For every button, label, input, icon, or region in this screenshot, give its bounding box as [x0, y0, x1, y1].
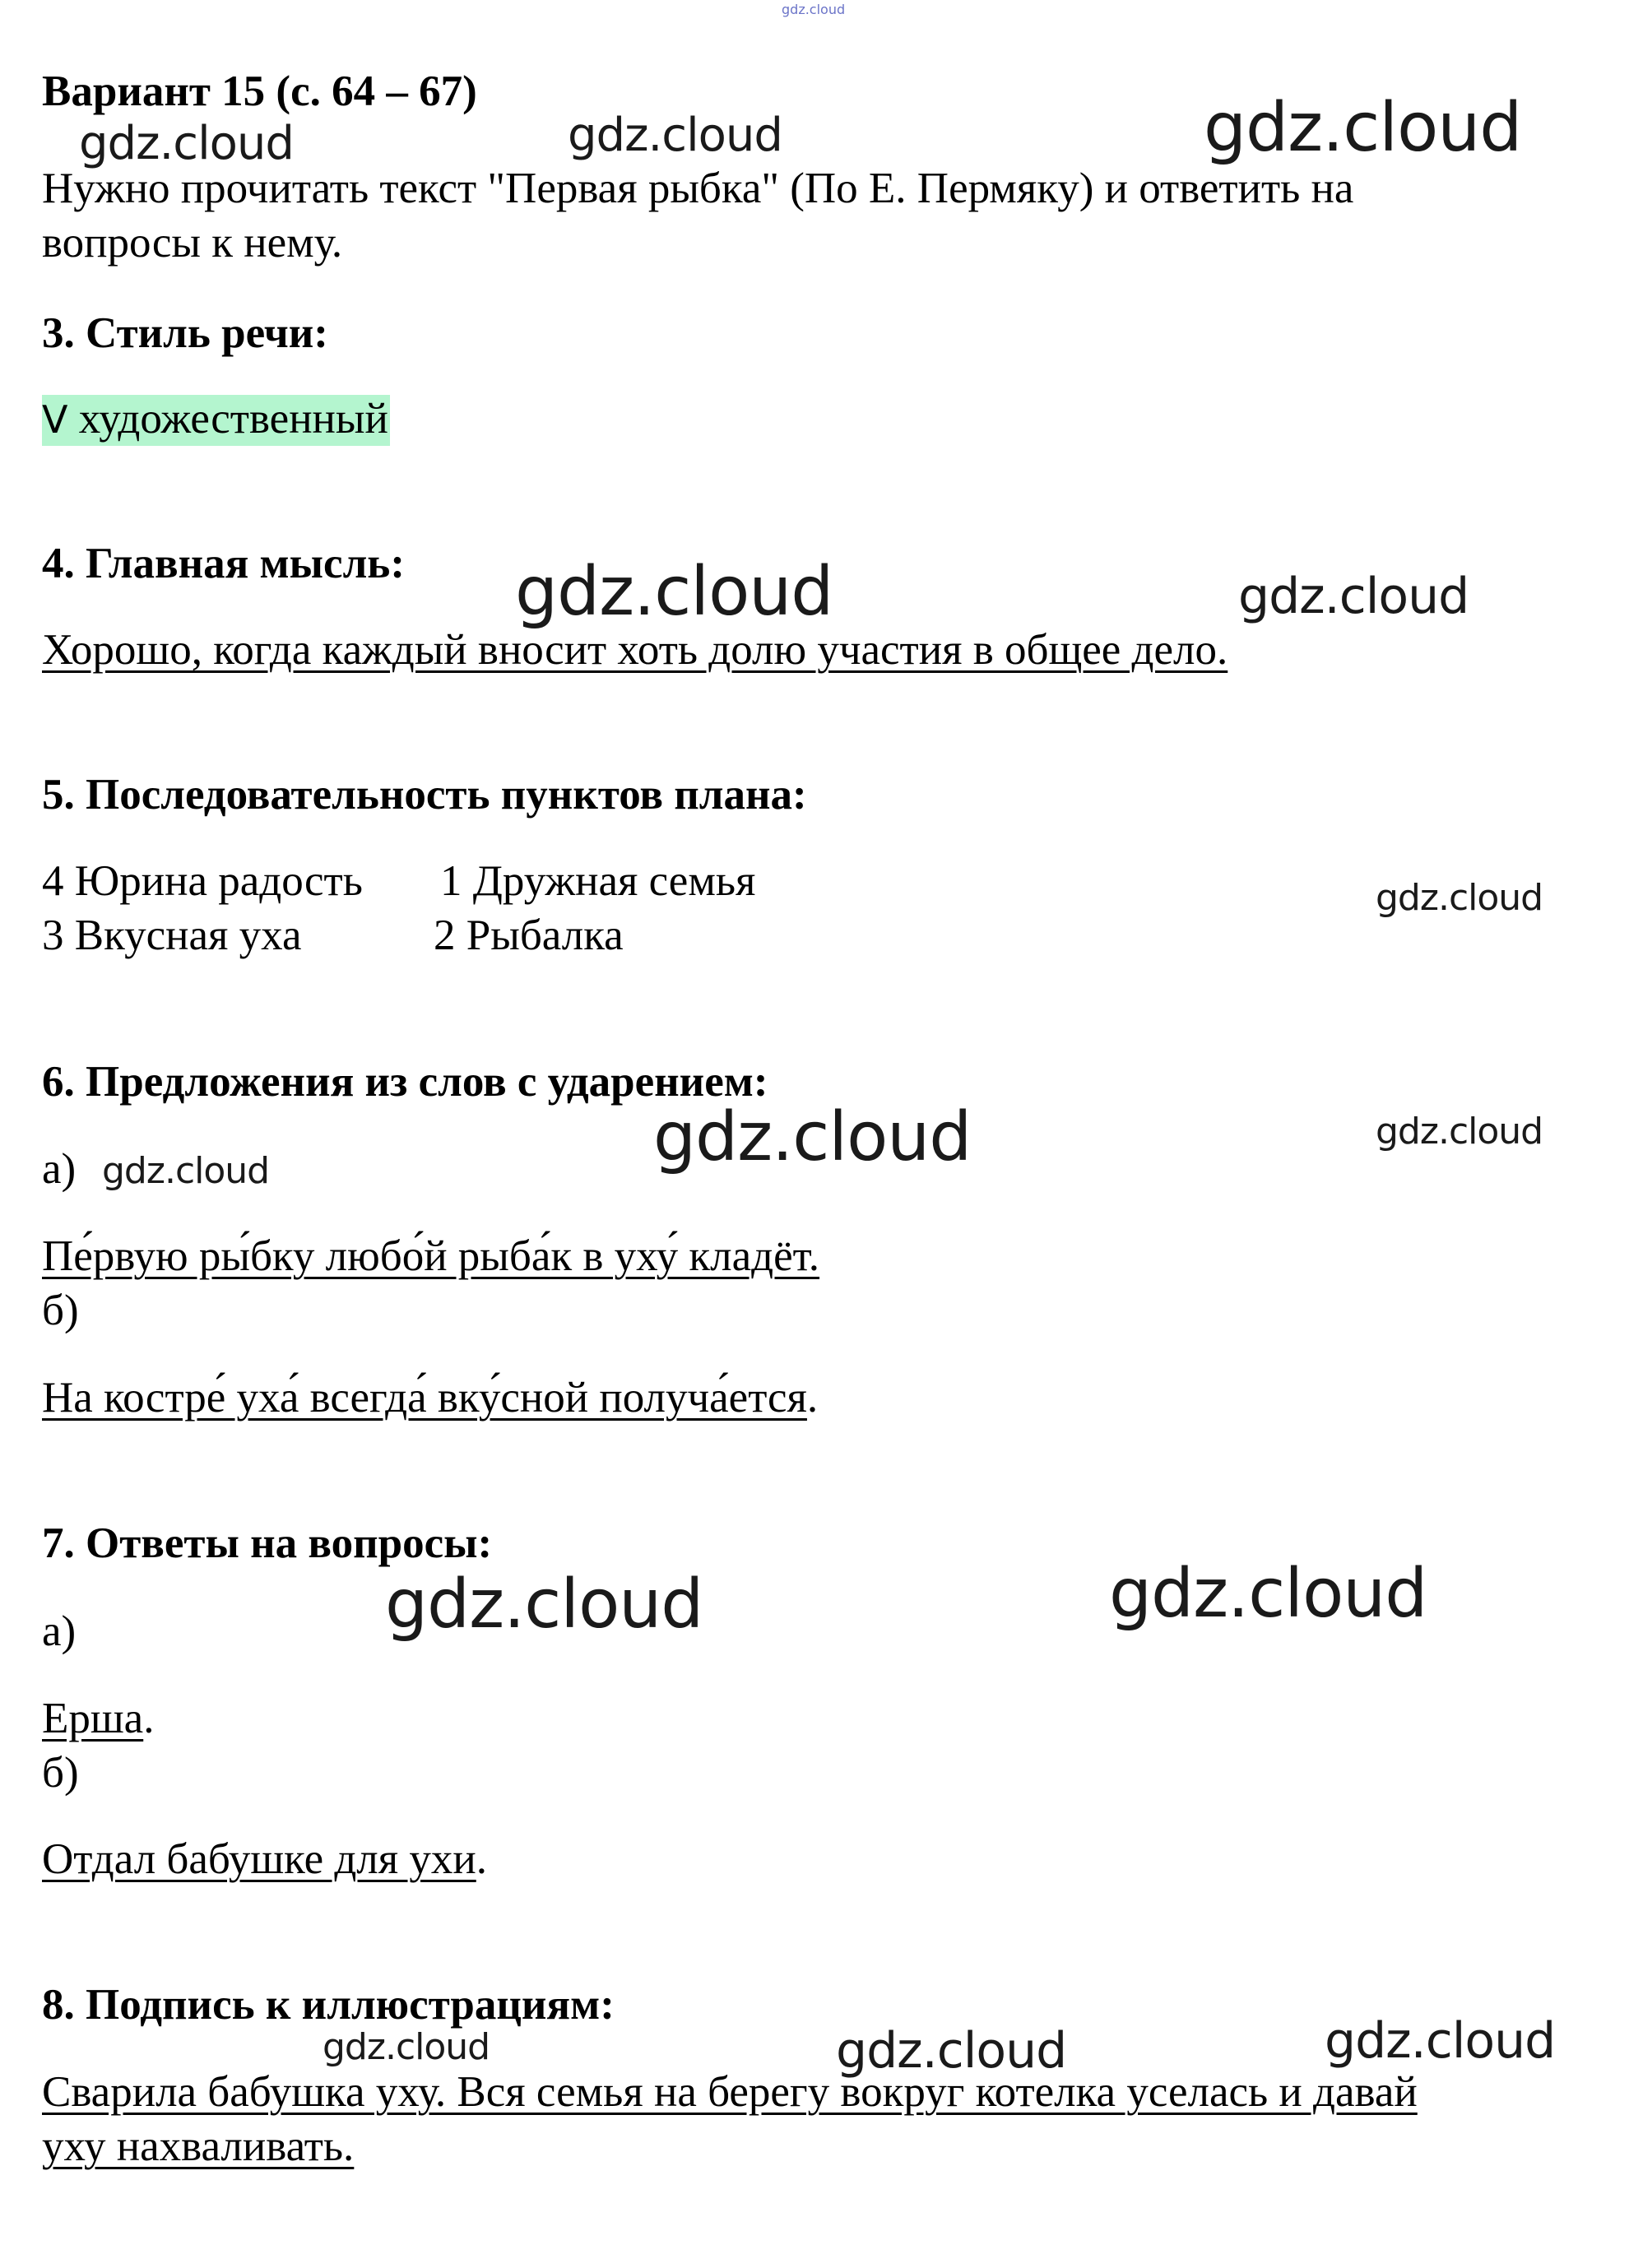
section-7-heading: 7. Ответы на вопросы:: [42, 1519, 493, 1567]
watermark: gdz.cloud: [102, 1150, 270, 1192]
watermark: gdz.cloud: [1109, 1555, 1427, 1633]
answer-highlight: [42, 395, 390, 446]
caption-line-1: Сварила бабушка уху. Вся семья на берегу вокруг котелка уселась и давай: [42, 2068, 1418, 2116]
plan-item: 1 Дружная семья: [440, 857, 756, 905]
watermark: gdz.cloud: [1325, 2012, 1556, 2070]
answer-b: [42, 1832, 487, 1886]
watermark: gdz.cloud: [653, 1098, 972, 1176]
check-mark-icon: V: [42, 397, 68, 442]
answer-a-punct: .: [143, 1695, 155, 1742]
watermark: gdz.cloud: [515, 553, 833, 631]
label-b: б): [42, 1287, 79, 1334]
top-watermark: gdz.cloud: [782, 2, 846, 17]
watermark: gdz.cloud: [836, 2022, 1067, 2080]
plan-item: 4 Юрина радость: [42, 857, 363, 905]
intro-line-2: вопросы к нему.: [42, 219, 343, 267]
answer-b-text: Отдал бабушке для ухи: [42, 1835, 476, 1883]
answer-a: [42, 1691, 154, 1746]
plan-item: 3 Вкусная уха: [42, 911, 302, 959]
page-title: Вариант 15 (с. 64 – 67): [42, 67, 477, 115]
section-8-heading: 8. Подпись к иллюстрациям:: [42, 1981, 615, 2029]
sentence-b-punct: .: [806, 1374, 819, 1422]
caption-line-2: уху нахваливать.: [42, 2122, 355, 2170]
section-6-heading: 6. Предложения из слов с ударением:: [42, 1058, 768, 1106]
intro-line-1: Нужно прочитать текст "Первая рыбка" (По Е. Пермяку) и ответить на: [42, 165, 1354, 212]
label-a: а): [42, 1607, 77, 1655]
section-4-heading: 4. Главная мысль:: [42, 540, 405, 587]
sentence-b: [42, 1371, 818, 1425]
watermark: gdz.cloud: [79, 117, 294, 170]
plan-item: 2 Рыбалка: [434, 911, 624, 959]
section-3-answer: [42, 392, 390, 447]
sentence-b-text: На костре́ уха́ всегда́ вку́сной получа́ется: [42, 1374, 807, 1422]
watermark: gdz.cloud: [1238, 568, 1469, 625]
answer-b-punct: .: [476, 1835, 487, 1883]
watermark: gdz.cloud: [1204, 89, 1522, 167]
section-5-heading: 5. Последовательность пунктов плана:: [42, 771, 807, 819]
answer-a-text: Ерша: [42, 1695, 144, 1742]
label-a: а): [42, 1145, 77, 1193]
watermark: gdz.cloud: [385, 1565, 703, 1644]
watermark: gdz.cloud: [1376, 1111, 1543, 1153]
watermark: gdz.cloud: [568, 109, 782, 162]
label-b: б): [42, 1749, 79, 1797]
main-idea-answer: Хорошо, когда каждый вносит хоть долю участия в общее дело.: [42, 626, 1228, 674]
sentence-a: Пе́рвую ры́бку любо́й рыба́к в уху́ кладёт.: [42, 1232, 820, 1280]
watermark: gdz.cloud: [1376, 877, 1543, 919]
style-answer: художественный: [78, 395, 388, 443]
watermark: gdz.cloud: [323, 2026, 490, 2068]
section-3-heading: 3. Стиль речи:: [42, 309, 328, 357]
